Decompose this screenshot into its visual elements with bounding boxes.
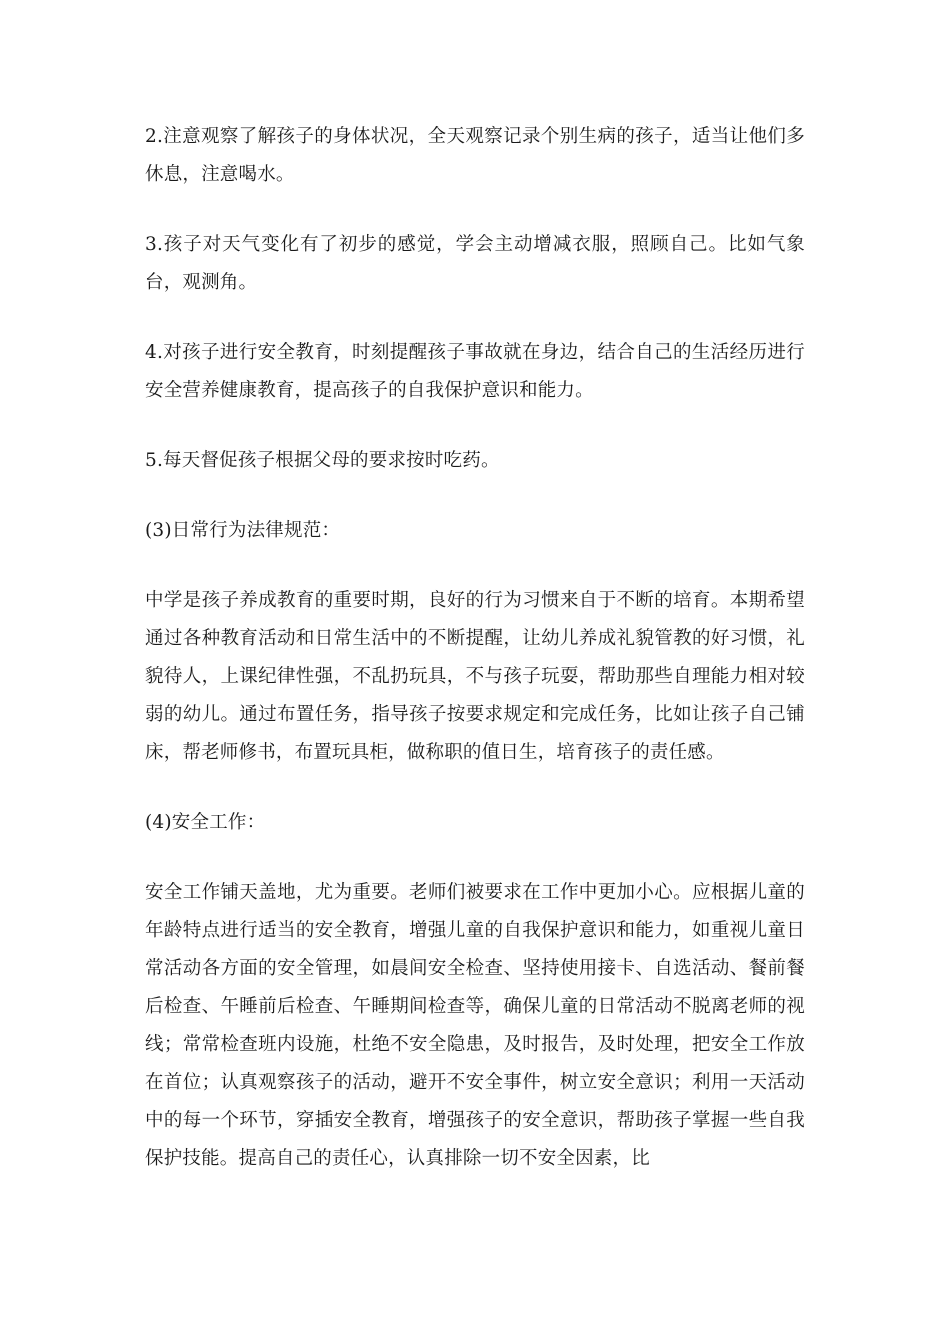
paragraph-item-3: 3.孩子对天气变化有了初步的感觉，学会主动增减衣服，照顾自己。比如气象台，观测角。 [145, 234, 805, 293]
paragraph-safety-work: 安全工作铺天盖地，尤为重要。老师们被要求在工作中更加小心。应根据儿童的年龄特点进行适当的安全教育，增强儿童的自我保护意识和能力，如重视儿童日常活动各方面的安全管理，如晨间安全检查、坚持使用接卡、自选活动、餐前餐后检查、午睡前后检查、午睡期间检查等，确保儿童的日常活动不脱离老师的视线；常常检查班内设施，杜绝不安全隐患，及时报告，及时处理，把安全工作放在首位；认真观察孩子的活动，避开不安全事件，树立安全意识；利用一天活动中的每一个环节，穿插安全教育，增强孩子的安全意识，帮助孩子掌握一些自我保护技能。提高自己的责任心，认真排除一切不安全因素，比 [145, 882, 805, 1169]
paragraph-item-2: 2.注意观察了解孩子的身体状况，全天观察记录个别生病的孩子，适当让他们多休息，注意喝水。 [145, 126, 805, 185]
paragraph-item-4: 4.对孩子进行安全教育，时刻提醒孩子事故就在身边，结合自己的生活经历进行安全营养健康教育，提高孩子的自我保护意识和能力。 [145, 342, 805, 401]
paragraph-daily-behavior: 中学是孩子养成教育的重要时期，良好的行为习惯来自于不断的培育。本期希望通过各种教育活动和日常生活中的不断提醒，让幼儿养成礼貌管教的好习惯，礼貌待人，上课纪律性强，不乱扔玩具，不与孩子玩耍，帮助那些自理能力相对较弱的幼儿。通过布置任务，指导孩子按要求规定和完成任务，比如让孩子自己铺床，帮老师修书，布置玩具柜，做称职的值日生，培育孩子的责任感。 [145, 590, 805, 763]
section-heading-daily-behavior: (3)日常行为法律规范： [145, 520, 341, 541]
document-body [145, 118, 805, 1178]
paragraph-item-5: 5.每天督促孩子根据父母的要求按时吃药。 [145, 450, 500, 471]
section-heading-safety-work: (4)安全工作： [145, 812, 266, 833]
